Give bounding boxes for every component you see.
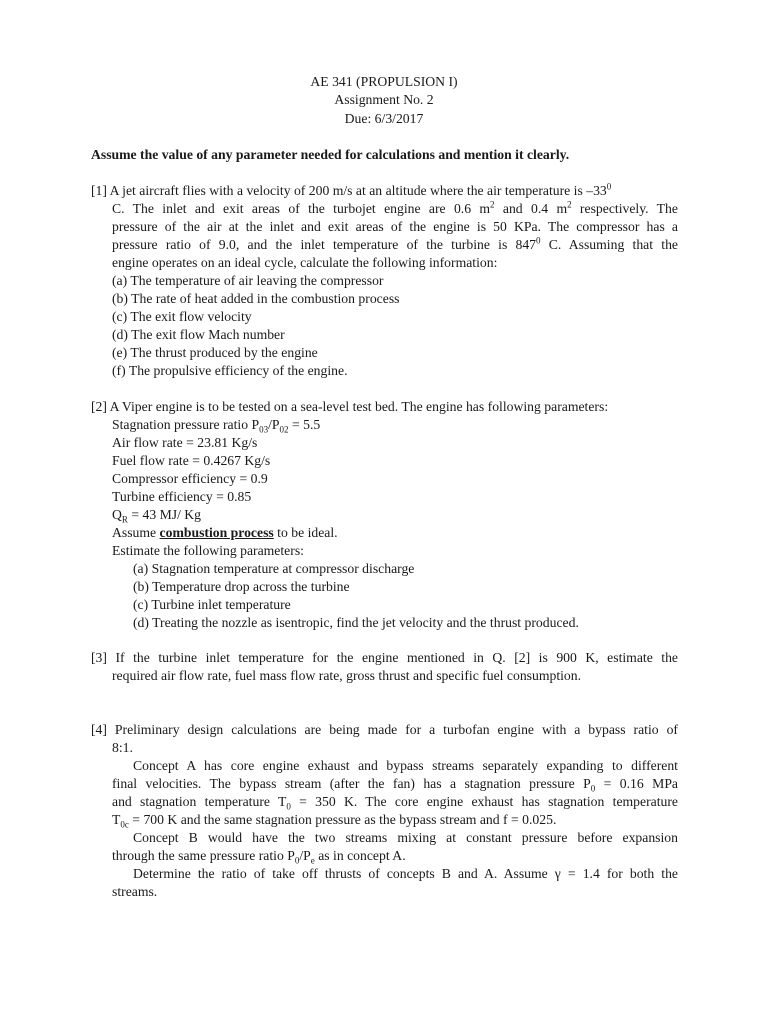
- q2-estimate: Estimate the following parameters:: [112, 543, 304, 558]
- q1-line-1: [1] A jet aircraft flies with a velocity of 200 m/s at an altitude where the air temperature is $-33^0$: [91, 181, 612, 198]
- q4-line-4: final velocities. The bypass stream (after the fan) has a stagnation pressure $P_0 = 0.16$ MPa: [112, 776, 679, 794]
- q2-param-air-flow: Air flow rate = 23.81 Kg/s: [112, 435, 258, 450]
- q3-line-2: required air flow rate, fuel mass flow rate, gross thrust and specific fuel consumption.: [112, 668, 582, 683]
- q1-item-f: (f) The propulsive efficiency of the engine.: [112, 363, 348, 378]
- q4-line-6: $T_{0c} = 700$ K and the same stagnation pressure as the bypass stream and f = 0.025.: [112, 812, 557, 830]
- q1-line-3: pressure of the air at the inlet and exit areas of the engine is 50 KPa. The compressor has a: [112, 219, 678, 234]
- combustion-process-emphasis: combustion process: [159, 525, 274, 540]
- q1-item-e: (e) The thrust produced by the engine: [112, 345, 318, 360]
- q4-line-3: Concept A has core engine exhaust and bypass streams separately expanding to different: [133, 758, 678, 773]
- q4-line-7: Concept B would have the two streams mixing at constant pressure before expansion: [133, 830, 678, 845]
- q2-item-d: (d) Treating the nozzle as isentropic, find the jet velocity and the thrust produced.: [133, 615, 579, 630]
- q2-param-fuel-flow: Fuel flow rate = 0.4267 Kg/s: [112, 453, 271, 468]
- assignment-number: Assignment No. 2: [334, 92, 434, 107]
- q4-line-8: through the same pressure ratio $P_0/P_e$ as in concept A.: [112, 848, 406, 866]
- q4-line-9: Determine the ratio of take off thrusts of concepts B and A. Assume γ = 1.4 for both the: [133, 866, 678, 881]
- q4-line-1: [4] Preliminary design calculations are being made for a turbofan engine with a bypass ratio of: [91, 722, 678, 737]
- q1-line-2: C. The inlet and exit areas of the turbojet engine are 0.6 $m^2$ and 0.4 $m^2$ respectively. The: [112, 199, 678, 216]
- q4-line-5: and stagnation temperature $T_0 = 350$ K. The core engine exhaust has stagnation temperature: [112, 794, 678, 812]
- q4-line-2: 8:1.: [112, 740, 133, 755]
- q4-line-10: streams.: [112, 884, 158, 899]
- q2-item-c: (c) Turbine inlet temperature: [133, 597, 291, 612]
- q2-intro: [2] A Viper engine is to be tested on a sea-level test bed. The engine has following parameters:: [91, 399, 609, 414]
- q2-param-compressor-eff: Compressor efficiency = 0.9: [112, 471, 268, 486]
- q1-line-4: pressure ratio of 9.0, and the inlet temperature of the turbine is $847^0$ C. Assuming that the: [112, 235, 678, 252]
- instruction: Assume the value of any parameter needed for calculations and mention it clearly.: [91, 147, 570, 162]
- due-date: Due: 6/3/2017: [344, 111, 424, 126]
- q1-line-5: engine operates on an ideal cycle, calculate the following information:: [112, 255, 498, 270]
- q2-item-a: (a) Stagnation temperature at compressor discharge: [133, 561, 415, 576]
- q3-line-1: [3] If the turbine inlet temperature for the engine mentioned in Q. [2] is 900 K, estimate the: [91, 650, 678, 665]
- q1-item-b: (b) The rate of heat added in the combustion process: [112, 291, 400, 306]
- q2-param-qr: $Q_R = 43$ MJ/ Kg: [112, 507, 202, 525]
- q1-item-a: (a) The temperature of air leaving the compressor: [112, 273, 384, 288]
- q2-assume: Assume combustion process to be ideal.: [112, 525, 338, 540]
- q2-param-turbine-eff: Turbine efficiency = 0.85: [112, 489, 252, 504]
- q1-item-c: (c) The exit flow velocity: [112, 309, 252, 324]
- q2-item-b: (b) Temperature drop across the turbine: [133, 579, 350, 594]
- q2-param-pressure-ratio: Stagnation pressure ratio $P_{03}/P_{02} = 5.5$: [112, 417, 321, 435]
- q1-item-d: (d) The exit flow Mach number: [112, 327, 285, 342]
- course-title: AE 341 (PROPULSION I): [310, 74, 458, 89]
